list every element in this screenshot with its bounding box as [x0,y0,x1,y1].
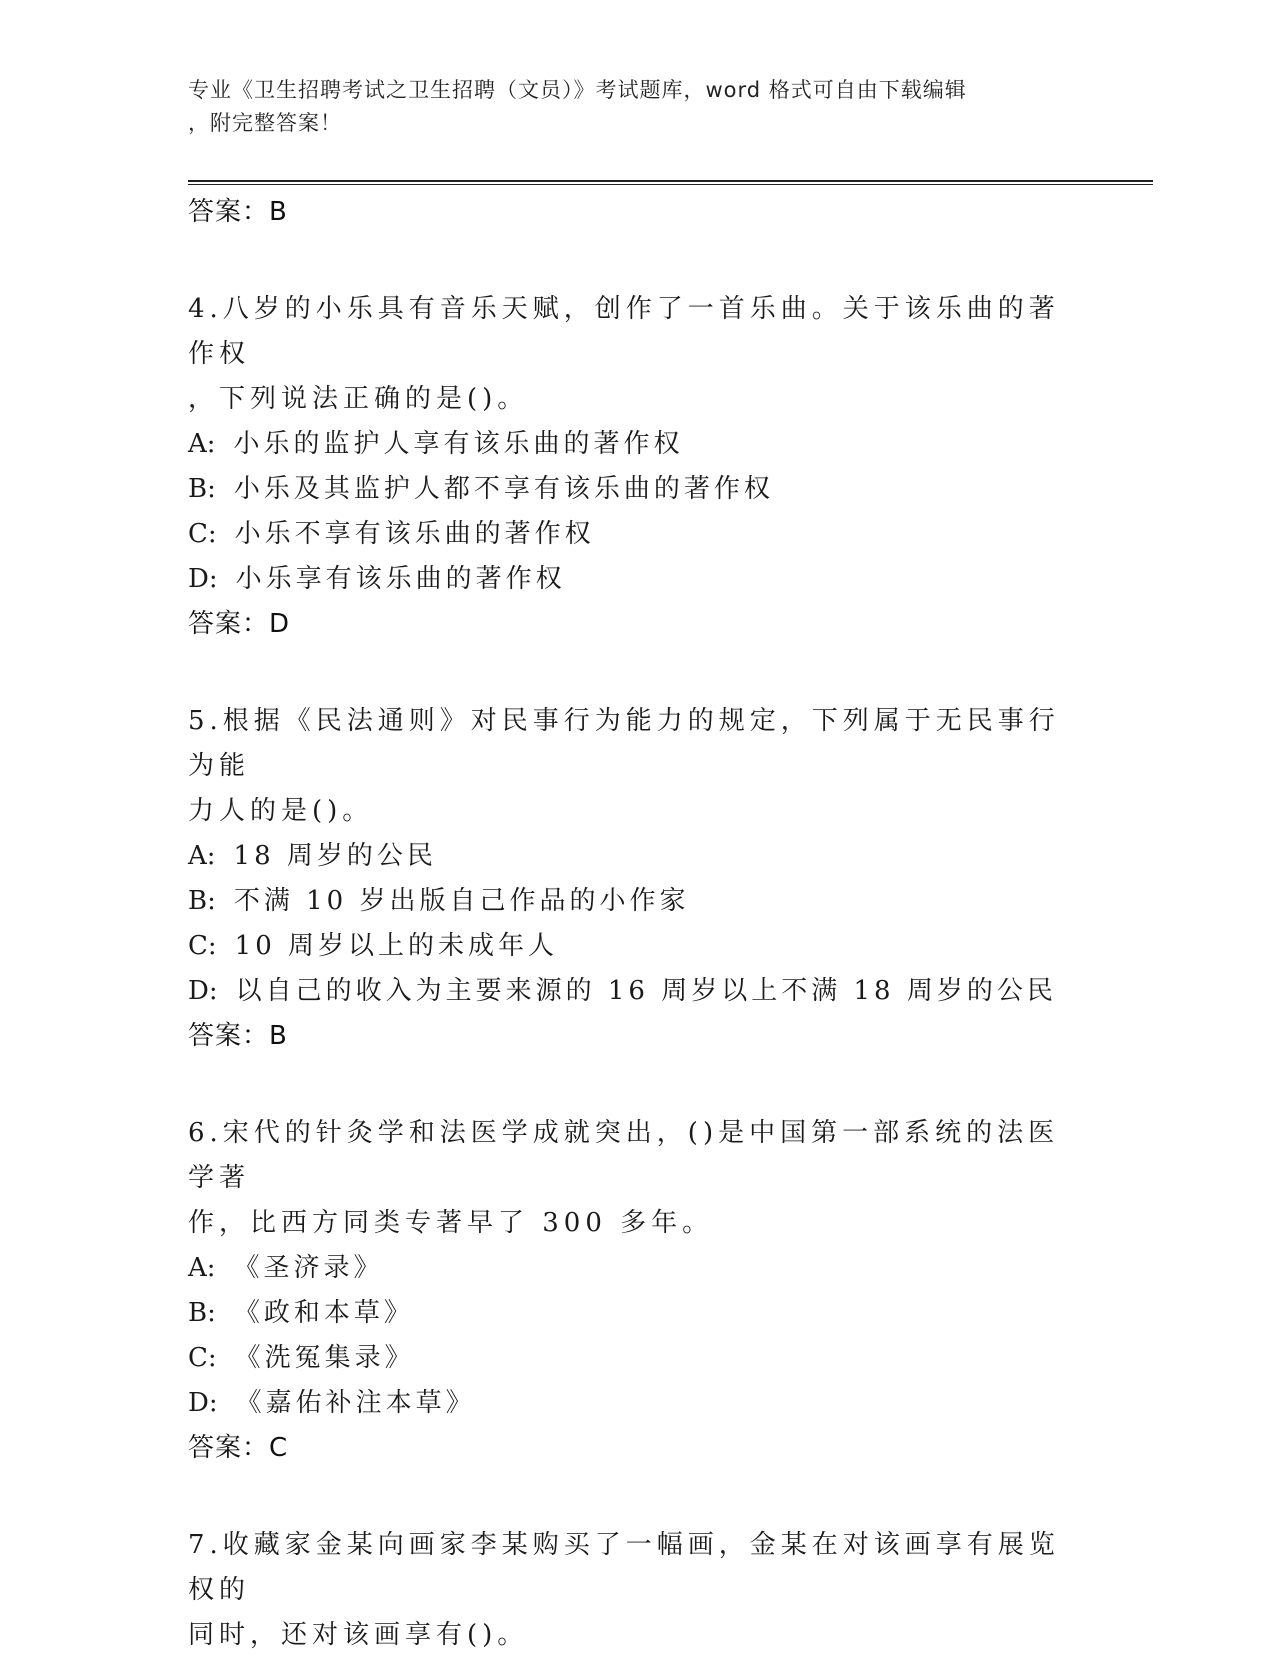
question-stem [188,287,1088,422]
option-c [188,924,1088,969]
header-divider [188,180,1153,185]
option-text: 小乐及其监护人都不享有该乐曲的著作权 [233,474,774,504]
option-key: B: [188,474,216,504]
question-stem [188,699,1088,834]
option-text: 小乐不享有该乐曲的著作权 [234,519,595,549]
answer-line: 答案：B [188,1021,288,1051]
answer-previous: 答案：B [188,197,288,227]
question-stem-line-2: 力人的是()。 [188,796,374,826]
option-d [188,969,1088,1014]
option-key: D: [188,1388,218,1418]
question-stem-line-1: 4.八岁的小乐具有音乐天赋，创作了一首乐曲。关于该乐曲的著作权 [188,294,1060,369]
question-stem [188,1523,1088,1658]
option-d [188,1381,1088,1426]
option-key: D: [188,976,218,1006]
header-line-1: 专业《卫生招聘考试之卫生招聘（文员）》考试题库，word 格式可自由下载编辑 [188,78,967,102]
question-6 [188,1111,1088,1471]
page-header [188,74,1088,140]
option-key: D: [188,564,218,594]
option-key: B: [188,1298,216,1328]
option-b [188,467,1088,512]
option-key: C: [188,1343,217,1373]
option-key: A: [188,429,216,459]
option-key: B: [188,886,216,916]
option-text: 小乐的监护人享有该乐曲的著作权 [233,429,684,459]
question-4 [188,287,1088,647]
option-text: 以自己的收入为主要来源的 16 周岁以上不满 18 周岁的公民 [235,976,1057,1006]
answer-line: 答案：D [188,609,291,639]
option-b [188,1291,1088,1336]
header-line-2: ，附完整答案！ [188,111,342,135]
option-text: 《嘉佑补注本草》 [235,1388,476,1418]
question-list [188,190,1088,1658]
option-b [188,879,1088,924]
question-5 [188,699,1088,1059]
option-key: C: [188,519,217,549]
question-stem-line-2: 同时，还对该画享有()。 [188,1620,529,1650]
question-stem-line-1: 5.根据《民法通则》对民事行为能力的规定，下列属于无民事行为能 [188,706,1060,781]
option-text: 《政和本草》 [233,1298,414,1328]
question-7 [188,1523,1088,1658]
question-stem-line-2: ，下列说法正确的是()。 [188,384,529,414]
option-c [188,512,1088,557]
option-text: 《圣济录》 [233,1253,384,1283]
option-a [188,1246,1088,1291]
question-stem-line-2: 作，比西方同类专著早了 300 多年。 [188,1208,714,1238]
option-text: 《洗冤集录》 [234,1343,415,1373]
question-stem-line-1: 7.收藏家金某向画家李某购买了一幅画，金某在对该画享有展览权的 [188,1530,1060,1605]
option-c [188,1336,1088,1381]
option-text: 小乐享有该乐曲的著作权 [235,564,566,594]
option-key: A: [188,1253,216,1283]
option-key: A: [188,841,216,871]
answer-line: 答案：C [188,1433,289,1463]
option-d [188,557,1088,602]
option-a [188,422,1088,467]
option-text: 18 周岁的公民 [233,841,437,871]
option-text: 不满 10 岁出版自己作品的小作家 [233,886,690,916]
question-stem [188,1111,1088,1246]
question-stem-line-1: 6.宋代的针灸学和法医学成就突出，()是中国第一部系统的法医学著 [188,1118,1060,1193]
option-key: C: [188,931,217,961]
option-text: 10 周岁以上的未成年人 [234,931,559,961]
option-a [188,834,1088,879]
